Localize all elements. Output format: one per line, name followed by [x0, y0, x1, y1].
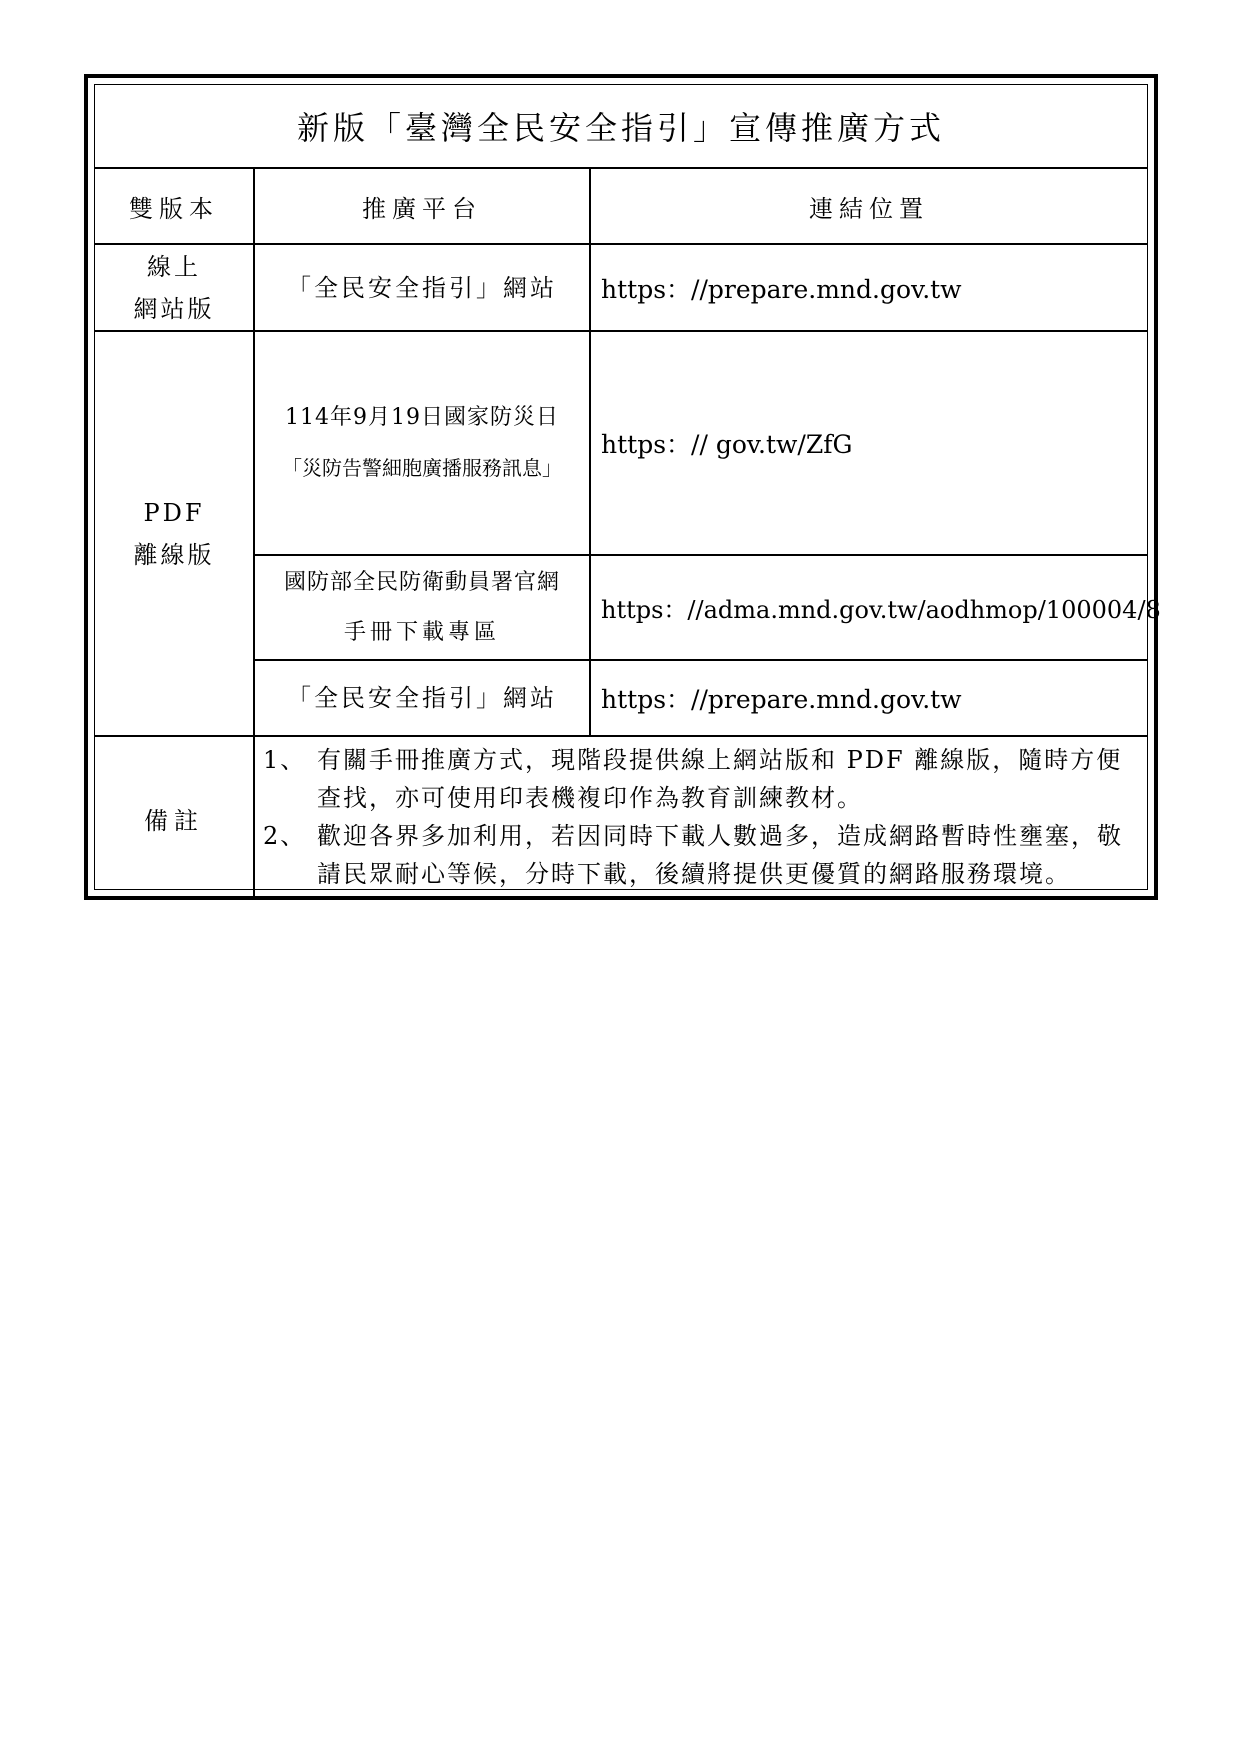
table-inner: [94, 84, 1161, 890]
pdf-link-1[interactable]: https：// gov.tw/ZfG: [601, 430, 853, 459]
note-item: [263, 817, 1141, 893]
pdf-version-line1: PDF: [143, 498, 205, 527]
pdf-platform-2: [255, 556, 589, 659]
note-number: 2、: [263, 822, 307, 850]
note-text: 歡迎各界多加利用，若因同時下載人數過多，造成網路暫時性壅塞，敬請民眾耐心等候，分時下載，後續將提供更優質的網路服務環境。: [317, 822, 1123, 888]
online-platform: 「全民安全指引」網站: [287, 273, 557, 302]
header-link: 連結位置: [809, 194, 929, 223]
pdf-platform-3: 「全民安全指引」網站: [287, 684, 557, 712]
notes-label: 備註: [144, 806, 204, 835]
pdf-version-cell: [95, 332, 253, 735]
page-title: 新版「臺灣全民安全指引」宣傳推廣方式: [296, 109, 945, 147]
note-text: 有關手冊推廣方式，現階段提供線上網站版和 PDF 離線版，隨時方便查找，亦可使用印表機複印作為教育訓練教材。: [317, 746, 1123, 812]
online-version-line2: 網站版: [133, 294, 215, 323]
note-number: 1、: [263, 746, 307, 774]
online-version-cell: [95, 245, 253, 330]
pdf-platform-1-line2: 「災防告警細胞廣播服務訊息」: [282, 456, 562, 480]
notes-list: [263, 741, 1141, 893]
header-platform: 推廣平台: [362, 194, 482, 223]
online-version-line1: 線上: [147, 252, 201, 281]
pdf-link-3[interactable]: https：//prepare.mnd.gov.tw: [601, 685, 962, 714]
pdf-platform-2-line1: 國防部全民防衛動員署官網: [283, 569, 560, 595]
pdf-platform-2-line2: 手冊下載專區: [343, 619, 500, 645]
note-item: [263, 741, 1141, 817]
pdf-platform-1-line1: 114年9月19日國家防災日: [285, 405, 559, 430]
header-version: 雙版本: [129, 194, 219, 223]
pdf-link-2[interactable]: https：//adma.mnd.gov.tw/aodhmop/100004/8: [601, 596, 1161, 624]
pdf-platform-1: [255, 332, 589, 554]
online-link[interactable]: https：//prepare.mnd.gov.tw: [601, 274, 962, 304]
pdf-version-line2: 離線版: [133, 540, 215, 569]
table-frame: [84, 74, 1161, 900]
